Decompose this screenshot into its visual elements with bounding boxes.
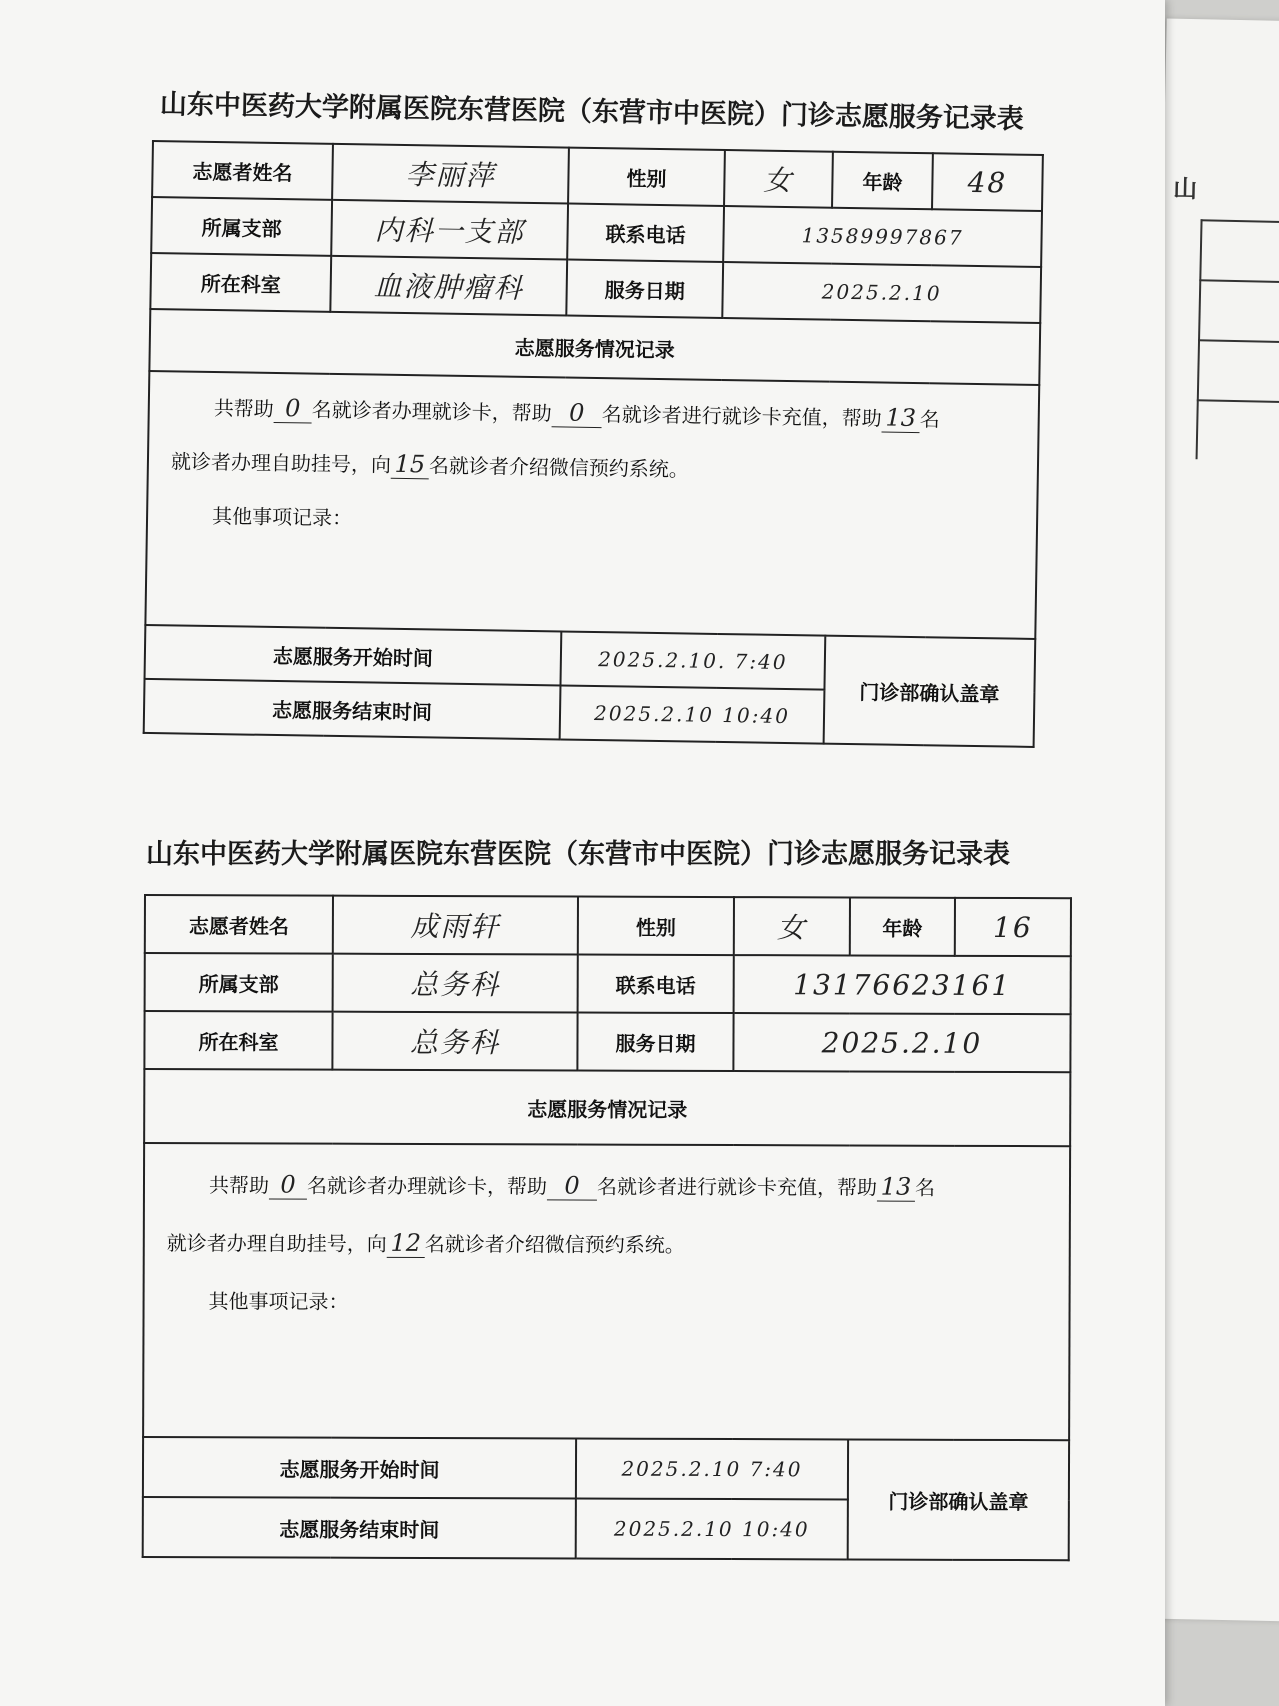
- record-text: 名就诊者介绍微信预约系统。: [428, 453, 690, 482]
- recharge-count: 0: [552, 398, 602, 428]
- record-text: 名就诊者办理就诊卡，帮助: [306, 1173, 548, 1199]
- recharge-count: 0: [547, 1171, 597, 1200]
- start-time-value: [560, 631, 825, 689]
- end-time-handwritten: 2025.2.10 10:40: [613, 1516, 810, 1542]
- record-text: 就诊者办理自助挂号，向: [170, 449, 392, 477]
- register-count: 13: [881, 403, 919, 433]
- record-text: 名: [914, 1175, 936, 1200]
- phone-label: 联系电话: [567, 204, 724, 262]
- gender-handwritten: 女: [776, 911, 807, 945]
- phone-value: [723, 206, 1042, 267]
- gender-value: [734, 897, 850, 955]
- record-line-1: [167, 1156, 1047, 1217]
- date-handwritten: 2025.2.10: [821, 1025, 983, 1060]
- stamp-label: 门诊部确认盖章: [848, 1439, 1069, 1560]
- gender-value: [724, 150, 833, 208]
- record-text: 就诊者办理自助挂号，向: [166, 1231, 387, 1256]
- phone-value: [734, 955, 1071, 1014]
- name-value: [332, 144, 569, 204]
- department-handwritten: 血液肿瘤科: [373, 269, 524, 305]
- date-handwritten: 2025.2.10: [821, 279, 942, 306]
- start-time-handwritten: 2025.2.10. 7:40: [597, 647, 788, 675]
- gender-label: 性别: [568, 148, 725, 206]
- form-title: 山东中医药大学附属医院东营医院（东营市中医院）门诊志愿服务记录表: [159, 89, 1025, 136]
- date-value: [733, 1013, 1070, 1072]
- phone-label: 联系电话: [578, 955, 734, 1014]
- gender-label: 性别: [578, 897, 734, 956]
- record-text: 名就诊者介绍微信预约系统。: [424, 1231, 685, 1257]
- record-table: [142, 894, 1072, 1561]
- card-count: 0: [269, 1170, 307, 1199]
- background-rule: [1198, 339, 1279, 344]
- record-text: 名: [919, 407, 940, 432]
- background-rule: [1197, 399, 1279, 404]
- age-handwritten: 16: [993, 910, 1033, 944]
- branch-value: [331, 200, 568, 260]
- department-label: 所在科室: [150, 253, 331, 312]
- start-time-label: 志愿服务开始时间: [145, 625, 562, 686]
- date-label: 服务日期: [566, 260, 723, 318]
- age-value: [955, 898, 1071, 956]
- branch-handwritten: 内科一支部: [374, 213, 525, 249]
- phone-handwritten: 13589997867: [801, 223, 964, 250]
- age-label: 年龄: [850, 897, 955, 955]
- end-time-value: [576, 1499, 848, 1560]
- department-handwritten: 总务科: [409, 1025, 501, 1060]
- end-time-label: 志愿服务结束时间: [144, 679, 561, 740]
- name-value: [333, 896, 578, 955]
- end-time-handwritten: 2025.2.10 10:40: [593, 701, 791, 729]
- record-table: [143, 140, 1044, 748]
- other-notes-label: 其他事项记录：: [211, 503, 353, 531]
- start-time-label: 志愿服务开始时间: [143, 1437, 576, 1499]
- phone-handwritten: 13176623161: [793, 967, 1012, 1002]
- end-time-label: 志愿服务结束时间: [143, 1497, 576, 1559]
- record-text: 名就诊者进行就诊卡充值，帮助: [596, 1174, 878, 1200]
- record-line-2: [167, 1214, 1047, 1275]
- record-text: 共帮助: [213, 396, 274, 421]
- department-value: [332, 1012, 577, 1071]
- branch-handwritten: 总务科: [410, 967, 501, 1002]
- card-count: 0: [274, 394, 312, 424]
- end-time-value: [560, 685, 825, 743]
- form-title: 山东中医药大学附属医院东营医院（东营市中医院）门诊志愿服务记录表: [146, 839, 1010, 870]
- service-record: [145, 371, 1039, 639]
- name-handwritten: 李丽萍: [405, 157, 496, 193]
- age-label: 年龄: [832, 152, 933, 210]
- background-rule: [1201, 219, 1279, 224]
- background-sheet-text: 山: [1172, 174, 1198, 204]
- gender-handwritten: 女: [763, 163, 794, 198]
- name-handwritten: 成雨轩: [410, 909, 501, 944]
- branch-label: 所属支部: [151, 197, 332, 256]
- wechat-count: 15: [391, 450, 429, 480]
- start-time-value: [576, 1439, 848, 1500]
- section-title: 志愿服务情况记录: [144, 1069, 1070, 1146]
- name-label: 志愿者姓名: [152, 141, 333, 200]
- age-handwritten: 48: [967, 165, 1008, 199]
- department-value: [330, 256, 567, 316]
- record-text: 名就诊者进行就诊卡充值，帮助: [601, 402, 882, 431]
- section-title: 志愿服务情况记录: [149, 309, 1040, 385]
- start-time-handwritten: 2025.2.10 7:40: [621, 1456, 803, 1482]
- background-rule: [1199, 279, 1279, 284]
- branch-label: 所属支部: [145, 953, 333, 1012]
- wechat-count: 12: [387, 1229, 425, 1258]
- register-count: 13: [877, 1173, 915, 1202]
- date-label: 服务日期: [577, 1013, 733, 1072]
- service-record: [143, 1143, 1070, 1440]
- branch-value: [333, 954, 578, 1013]
- record-text: 共帮助: [208, 1173, 270, 1198]
- record-text: 名就诊者办理就诊卡，帮助: [311, 397, 552, 426]
- date-value: [722, 262, 1041, 323]
- stamp-label: 门诊部确认盖章: [824, 636, 1036, 747]
- name-label: 志愿者姓名: [145, 895, 333, 954]
- other-notes-label: 其他事项记录：: [208, 1289, 349, 1314]
- department-label: 所在科室: [144, 1011, 332, 1070]
- age-value: [932, 153, 1043, 211]
